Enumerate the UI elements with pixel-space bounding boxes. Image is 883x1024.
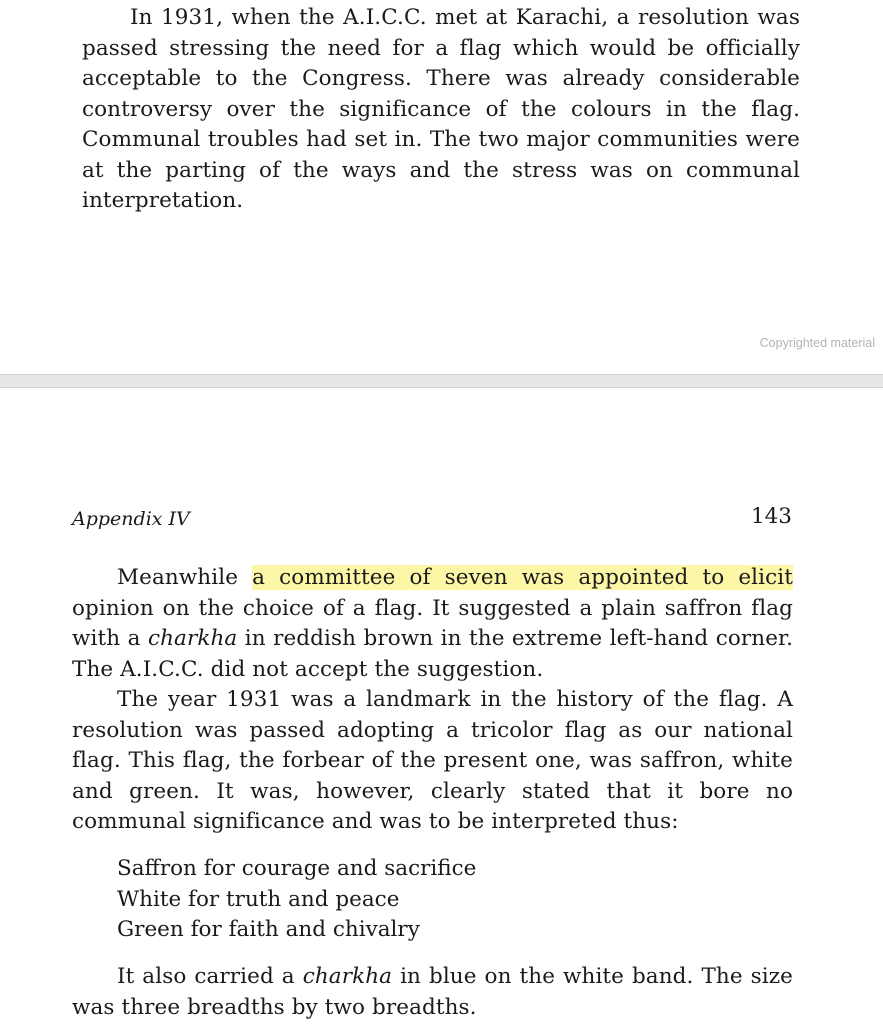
paragraph-charkha xyxy=(72,962,793,1023)
page-number: 143 xyxy=(750,504,792,529)
charkha-italic: charkha xyxy=(147,626,238,651)
top-page xyxy=(0,0,883,374)
list-item: Saffron for courage and sacrifice xyxy=(117,856,477,881)
top-paragraph: In 1931, when the A.I.C.C. met at Karachi, a resolution was passed stressing the need for a flag which would be officially acceptable to the Congress. There was already considerable controversy over the significance of the colours in the flag. Communal troubles had set in. The two major communities were at the parting of the ways and the stress was on communal interpretation. xyxy=(82,5,800,213)
paragraph-committee-text-end: in reddish brown in the extreme left-hand corner. The A.I.C.C. did not accept the suggestion. xyxy=(72,626,793,682)
colour-meaning-list xyxy=(117,854,476,946)
paragraph-tricolor: The year 1931 was a landmark in the history of the flag. A resolution was passed adopting a tricolor flag as our national flag. This flag, the forbear of the present one, was saffron, white and green. It was, however, clearly stated that it bore no communal significance and was to be interpreted thus: xyxy=(72,687,793,834)
page-divider xyxy=(0,374,883,388)
paragraph-charkha-text-start: It also carried a xyxy=(117,964,303,989)
paragraph-charkha-text-end: in blue on the white band. The size was three breadths by two breadths. xyxy=(72,964,793,1020)
paragraph-committee xyxy=(72,563,793,685)
charkha-italic: charkha xyxy=(302,964,393,989)
paragraph-committee-text-middle: opinion on the choice of a flag. It suggested a plain saffron flag with a xyxy=(72,595,793,651)
copyright-notice: Copyrighted material xyxy=(759,336,875,350)
list-item: White for truth and peace xyxy=(117,886,400,912)
running-head: Appendix IV xyxy=(72,508,190,530)
list-item: Green for faith and chivalry xyxy=(117,917,420,942)
highlighted-text[interactable]: a committee of seven was appointed to elicit xyxy=(252,565,793,590)
paragraph-committee-text-start: Meanwhile xyxy=(117,565,253,590)
bottom-page xyxy=(0,388,883,1024)
